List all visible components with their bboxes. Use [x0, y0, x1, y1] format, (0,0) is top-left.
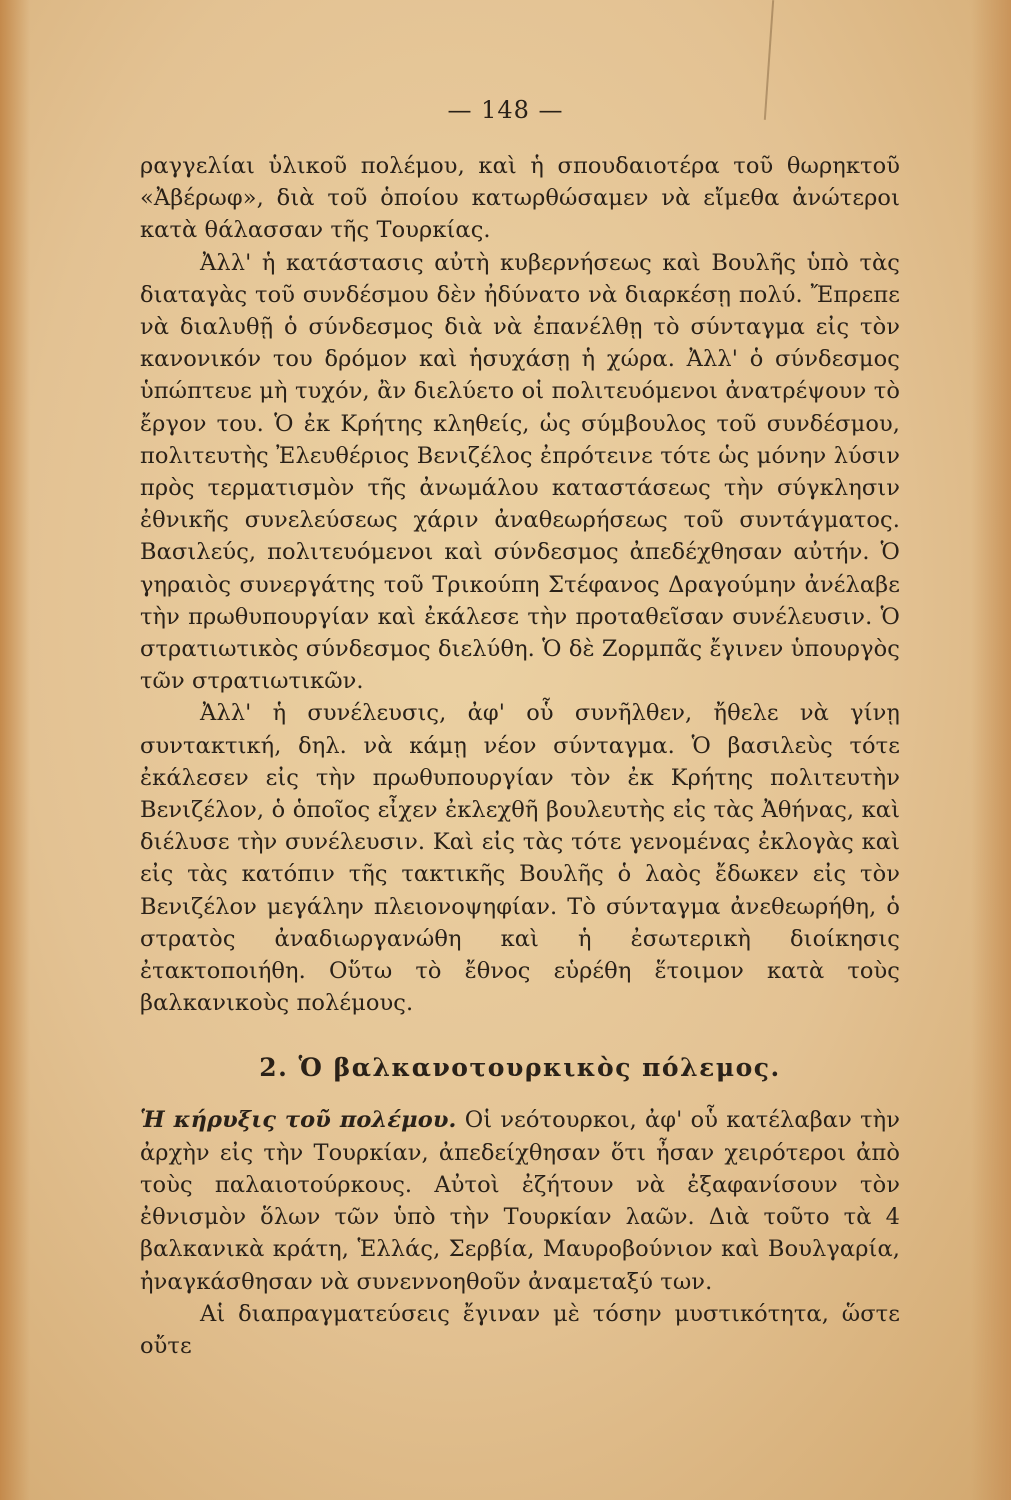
- page-number: — 148 —: [447, 96, 564, 124]
- paragraph-5: Αἱ διαπραγματεύσεις ἔγιναν μὲ τόσην μυστικότητα, ὥστε οὔτε: [140, 1300, 900, 1359]
- body-text: [140, 150, 900, 1362]
- paragraph-4: [140, 1104, 900, 1297]
- paragraph-4-text: Οἱ νεότουρκοι, ἀφ' οὗ κατέλαβαν τὴν ἀρχὴν εἰς τὴν Τουρκίαν, ἀπεδείχθησαν ὅτι ἦσαν χειρότεροι ἀπὸ τοὺς παλαιοτούρκους. Αὐτοὶ ἐζήτουν νὰ ἐξαφανίσουν τὸν ἐθνισμὸν ὅλων τῶν ὑπὸ τὴν Τουρκίαν λαῶν. Διὰ τοῦτο τὰ 4 βαλκανικὰ κράτη, Ἑλλάς, Σερβία, Μαυροβούνιον καὶ Βουλγαρία, ἠναγκάσθησαν νὰ συνεννοηθοῦν ἀναμεταξύ των.: [140, 1107, 900, 1295]
- run-in-heading: Ἡ κήρυξις τοῦ πολέμου.: [140, 1107, 457, 1134]
- paragraph-3: Ἀλλ' ἡ συνέλευσις, ἀφ' οὗ συνῆλθεν, ἤθελε νὰ γίνῃ συντακτική, δηλ. νὰ κάμῃ νέον σύνταγμα. Ὁ βασιλεὺς τότε ἐκάλεσεν εἰς τὴν πρωθυπουργίαν τὸν ἐκ Κρήτης πολιτευτὴν Βενιζέλον, ὁ ὁποῖος εἶχεν ἐκλεχθῆ βουλευτὴς εἰς τὰς Ἀθήνας, καὶ διέλυσε τὴν συνέλευσιν. Καὶ εἰς τὰς τότε γενομένας ἐκλογὰς καὶ εἰς τὰς κατόπιν τῆς τακτικῆς Βουλῆς ὁ λαὸς ἔδωκεν εἰς τὸν Βενιζέλον μεγάλην πλειονοψηφίαν. Τὸ σύνταγμα ἀνεθεωρήθη, ὁ στρατὸς ἀναδιωργανώθη καὶ ἡ ἐσωτερικὴ διοίκησις ἐτακτοποιήθη. Οὕτω τὸ ἔθνος εὑρέθη ἕτοιμον κατὰ τοὺς βαλκανικοὺς πολέμους.: [140, 700, 900, 1017]
- section-heading: 2. Ὁ βαλκανοτουρκικὸς πόλεμος.: [259, 1053, 781, 1083]
- paragraph-1: ραγγελίαι ὑλικοῦ πολέμου, καὶ ἡ σπουδαιοτέρα τοῦ θωρηκτοῦ «Ἀβέρωφ», διὰ τοῦ ὁποίου κατωρθώσαμεν νὰ εἴμεθα ἀνώτεροι κατὰ θάλασσαν τῆς Τουρκίας.: [140, 153, 900, 244]
- paragraph-2: Ἀλλ' ἡ κατάστασις αὐτὴ κυβερνήσεως καὶ Βουλῆς ὑπὸ τὰς διαταγὰς τοῦ συνδέσμου δὲν ἠδύνατο νὰ διαρκέσῃ πολύ. Ἔπρεπε νὰ διαλυθῇ ὁ σύνδεσμος διὰ νὰ ἐπανέλθῃ τὸ σύνταγμα εἰς τὸν κανονικόν του δρόμον καὶ ἡσυχάσῃ ἡ χώρα. Ἀλλ' ὁ σύνδεσμος ὑπώπτευε μὴ τυχόν, ἂν διελύετο οἱ πολιτευόμενοι ἀνατρέψουν τὸ ἔργον του. Ὁ ἐκ Κρήτης κληθείς, ὡς σύμβουλος τοῦ συνδέσμου, πολιτευτὴς Ἐλευθέριος Βενιζέλος ἐπρότεινε τότε ὡς μόνην λύσιν πρὸς τερματισμὸν τῆς ἀνωμάλου καταστάσεως τὴν σύγκλησιν ἐθνικῆς συνελεύσεως χάριν ἀναθεωρήσεως τοῦ συντάγματος. Βασιλεύς, πολιτευόμενοι καὶ σύνδεσμος ἀπεδέχθησαν αὐτήν. Ὁ γηραιὸς συνεργάτης τοῦ Τρικούπη Στέφανος Δραγούμην ἀνέλαβε τὴν πρωθυπουργίαν καὶ ἐκάλεσε τὴν προταθεῖσαν συνέλευσιν. Ὁ στρατιωτικὸς σύνδεσμος διελύθη. Ὁ δὲ Ζορμπᾶς ἔγινεν ὑπουργὸς τῶν στρατιωτικῶν.: [140, 249, 901, 695]
